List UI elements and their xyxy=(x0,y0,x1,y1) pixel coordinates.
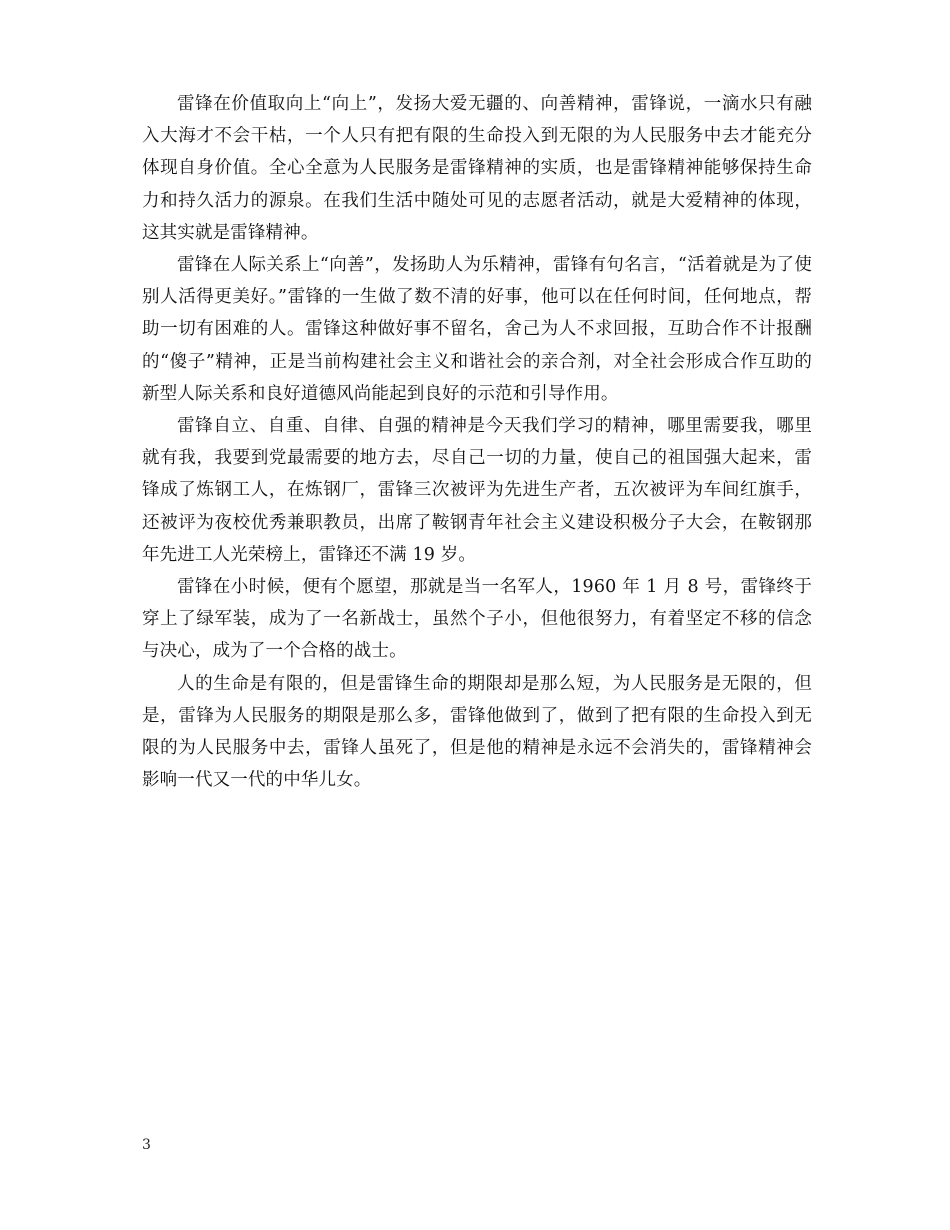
document-body xyxy=(142,88,812,796)
paragraph-3: 雷锋自立、自重、自律、自强的精神是今天我们学习的精神，哪里需要我，哪里就有我，我要到党最需要的地方去，尽自己一切的力量，使自己的祖国强大起来，雷锋成了炼钢工人，在炼钢厂，雷锋三次被评为先进生产者，五次被评为车间红旗手，还被评为夜校优秀兼职教员，出席了鞍钢青年社会主义建设积极分子大会，在鞍钢那年先进工人光荣榜上，雷锋还不满 19 岁。 xyxy=(142,416,812,565)
paragraph-2: 雷锋在人际关系上“向善”，发扬助人为乐精神，雷锋有句名言，“活着就是为了使别人活得更美好。”雷锋的一生做了数不清的好事，他可以在任何时间，任何地点，帮助一切有困难的人。雷锋这种做好事不留名，舍己为人不求回报，互助合作不计报酬的“傻子”精神，正是当前构建社会主义和谐社会的亲合剂，对全社会形成合作互助的新型人际关系和良好道德风尚能起到良好的示范和引导作用。 xyxy=(142,255,812,404)
paragraph-4: 雷锋在小时候，便有个愿望，那就是当一名军人，1960 年 1 月 8 号，雷锋终于穿上了绿军装，成为了一名新战士，虽然个子小，但他很努力，有着坚定不移的信念与决心，成为了一个合格的战士。 xyxy=(142,577,812,662)
page-number: 3 xyxy=(142,1137,151,1153)
paragraph-1: 雷锋在价值取向上“向上”，发扬大爱无疆的、向善精神，雷锋说，一滴水只有融入大海才不会干枯，一个人只有把有限的生命投入到无限的为人民服务中去才能充分体现自身价值。全心全意为人民服务是雷锋精神的实质，也是雷锋精神能够保持生命力和持久活力的源泉。在我们生活中随处可见的志愿者活动，就是大爱精神的体现，这其实就是雷锋精神。 xyxy=(142,94,812,243)
paragraph-5: 人的生命是有限的，但是雷锋生命的期限却是那么短，为人民服务是无限的，但是，雷锋为人民服务的期限是那么多，雷锋他做到了，做到了把有限的生命投入到无限的为人民服务中去，雷锋人虽死了，但是他的精神是永远不会消失的，雷锋精神会影响一代又一代的中华儿女。 xyxy=(142,673,812,791)
